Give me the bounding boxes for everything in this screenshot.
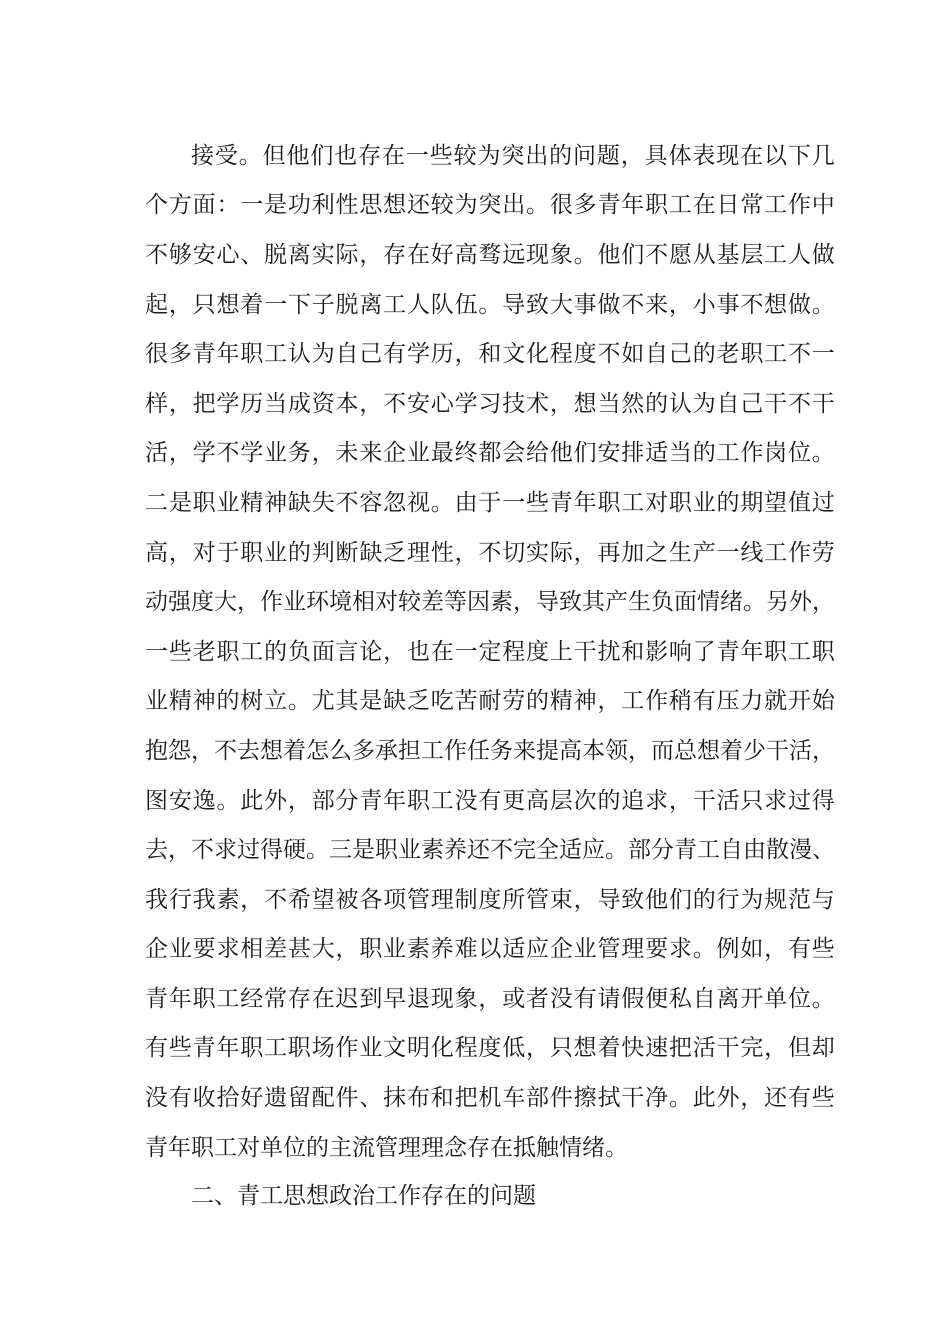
body-paragraph bbox=[145, 131, 835, 1172]
paragraph-line: 动 强 度 大 ， 作 业 环 境 相 对 较 差 等 因 素 ， 导 致 其 产 生 负 面 情 绪 。 另 外 ， bbox=[145, 589, 835, 616]
paragraph-line: 一 些 老 职 工 的 负 面 言 论 ， 也 在 一 定 程 度 上 干 扰 和 影 响 了 青 年 职 工 职 bbox=[145, 638, 835, 665]
paragraph-line: 起 ， 只 想 着 一 下 子 脱 离 工 人 队 伍 。 导 致 大 事 做 不 来 ， 小 事 不 想 做 。 bbox=[145, 291, 835, 318]
paragraph-line: 抱 怨 ， 不 去 想 着 怎 么 多 承 担 工 作 任 务 来 提 高 本 领 ， 而 总 想 着 少 干 活 ， bbox=[145, 737, 835, 764]
paragraph-line: 个 方 面 ： 一 是 功 利 性 思 想 还 较 为 突 出 。 很 多 青 年 职 工 在 日 常 工 作 中 bbox=[145, 192, 835, 219]
paragraph-line: 去 ， 不 求 过 得 硬 。 三 是 职 业 素 养 还 不 完 全 适 应 。 部 分 青 工 自 由 散 漫 、 bbox=[145, 837, 835, 864]
paragraph-line: 青 年 职 工 经 常 存 在 迟 到 早 退 现 象 ， 或 者 没 有 请 假 便 私 自 离 开 单 位 。 bbox=[145, 985, 835, 1012]
paragraph-line: 没 有 收 拾 好 遗 留 配 件 、 抹 布 和 把 机 车 部 件 擦 拭 干 净 。 此 外 ， 还 有 些 bbox=[145, 1085, 835, 1112]
paragraph-line: 不 够 安 心 、 脱 离 实 际 ， 存 在 好 高 骛 远 现 象 。 他 们 不 愿 从 基 层 工 人 做 bbox=[145, 241, 835, 268]
paragraph-line: 企 业 要 求 相 差 甚 大 ， 职 业 素 养 难 以 适 应 企 业 管 理 要 求 。 例 如 ， 有 些 bbox=[145, 936, 835, 963]
paragraph-line: 接 受 。 但 他 们 也 存 在 一 些 较 为 突 出 的 问 题 ， 具 体 表 现 在 以 下 几 bbox=[191, 142, 835, 169]
paragraph-line: 样 ， 把 学 历 当 成 资 本 ， 不 安 心 学 习 技 术 ， 想 当 然 的 认 为 自 己 干 不 干 bbox=[145, 390, 835, 417]
paragraph-line: 很 多 青 年 职 工 认 为 自 己 有 学 历 ， 和 文 化 程 度 不 如 自 己 的 老 职 工 不 一 bbox=[145, 341, 835, 368]
paragraph-line: 青年职工对单位的主流管理理念存在抵触情绪。 bbox=[145, 1134, 628, 1161]
paragraph-line: 图 安 逸 。 此 外 ， 部 分 青 年 职 工 没 有 更 高 层 次 的 追 求 ， 干 活 只 求 过 得 bbox=[145, 787, 835, 814]
paragraph-line: 活 ， 学 不 学 业 务 ， 未 来 企 业 最 终 都 会 给 他 们 安 排 适 当 的 工 作 岗 位 。 bbox=[145, 440, 835, 467]
section-heading: 二、青工思想政治工作存在的问题 bbox=[191, 1183, 536, 1209]
paragraph-line: 二 是 职 业 精 神 缺 失 不 容 忽 视 。 由 于 一 些 青 年 职 工 对 职 业 的 期 望 值 过 bbox=[145, 489, 835, 516]
paragraph-line: 我 行 我 素 ， 不 希 望 被 各 项 管 理 制 度 所 管 束 ， 导 致 他 们 的 行 为 规 范 与 bbox=[145, 886, 835, 913]
paragraph-line: 高 ， 对 于 职 业 的 判 断 缺 乏 理 性 ， 不 切 实 际 ， 再 加 之 生 产 一 线 工 作 劳 bbox=[145, 539, 835, 566]
paragraph-line: 业 精 神 的 树 立 。 尤 其 是 缺 乏 吃 苦 耐 劳 的 精 神 ， 工 作 稍 有 压 力 就 开 始 bbox=[145, 688, 835, 715]
paragraph-line: 有 些 青 年 职 工 职 场 作 业 文 明 化 程 度 低 ， 只 想 着 快 速 把 活 干 完 ， 但 却 bbox=[145, 1035, 835, 1062]
